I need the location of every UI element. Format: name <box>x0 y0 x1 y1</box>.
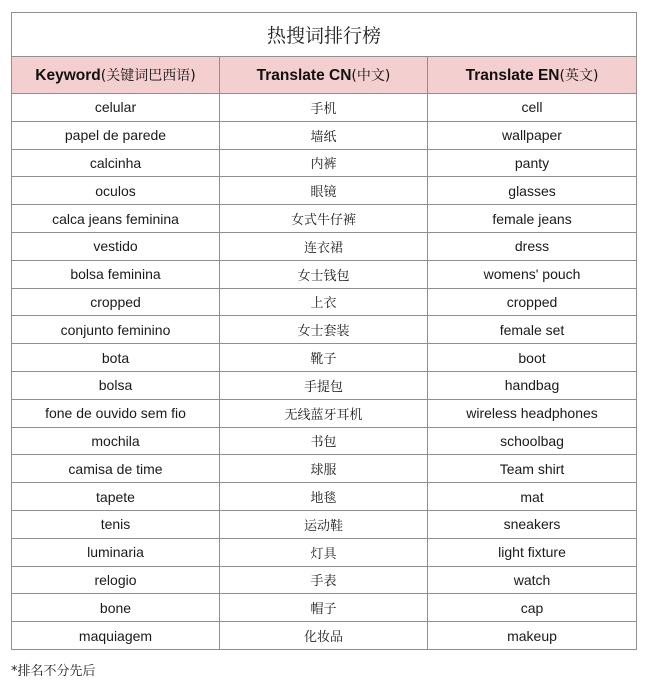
table-title-row <box>12 13 637 57</box>
translate-en-cell: handbag <box>428 371 637 399</box>
translate-cn-cell: 化妆品 <box>220 622 428 650</box>
table-title: 热搜词排行榜 <box>12 13 637 57</box>
column-header-translate-cn-en: Translate CN <box>256 67 352 84</box>
keyword-cell: calca jeans feminina <box>12 205 220 233</box>
translate-en-cell: mat <box>428 483 637 511</box>
table-body <box>12 94 637 650</box>
translate-cn-cell: 女式牛仔裤 <box>220 205 428 233</box>
table-row <box>12 399 637 427</box>
keyword-cell: bolsa feminina <box>12 260 220 288</box>
translate-en-cell: wireless headphones <box>428 399 637 427</box>
translate-en-cell: schoolbag <box>428 427 637 455</box>
table-row <box>12 455 637 483</box>
translate-cn-cell: 女士钱包 <box>220 260 428 288</box>
keyword-cell: celular <box>12 94 220 122</box>
translate-en-cell: cell <box>428 94 637 122</box>
table-row <box>12 344 637 372</box>
translate-cn-cell: 球服 <box>220 455 428 483</box>
table-row <box>12 316 637 344</box>
translate-en-cell: female set <box>428 316 637 344</box>
column-header-translate-cn-zh: (中文) <box>351 68 391 84</box>
table-row <box>12 510 637 538</box>
column-header-translate-cn <box>220 57 428 94</box>
keyword-cell: mochila <box>12 427 220 455</box>
table-row <box>12 288 637 316</box>
table-row <box>12 260 637 288</box>
translate-cn-cell: 内裤 <box>220 149 428 177</box>
translate-en-cell: cap <box>428 594 637 622</box>
translate-en-cell: cropped <box>428 288 637 316</box>
translate-cn-cell: 眼镜 <box>220 177 428 205</box>
translate-cn-cell: 手提包 <box>220 371 428 399</box>
table-row <box>12 177 637 205</box>
translate-en-cell: wallpaper <box>428 121 637 149</box>
translate-cn-cell: 书包 <box>220 427 428 455</box>
keyword-cell: tenis <box>12 510 220 538</box>
keyword-cell: tapete <box>12 483 220 511</box>
keyword-cell: fone de ouvido sem fio <box>12 399 220 427</box>
translate-cn-cell: 灯具 <box>220 538 428 566</box>
translate-en-cell: light fixture <box>428 538 637 566</box>
column-header-translate-en-en: Translate EN <box>465 67 560 84</box>
keyword-cell: bolsa <box>12 371 220 399</box>
table-row <box>12 94 637 122</box>
column-header-translate-en-zh: (英文) <box>559 68 599 84</box>
table-row <box>12 427 637 455</box>
keyword-cell: cropped <box>12 288 220 316</box>
keyword-cell: conjunto feminino <box>12 316 220 344</box>
table-row <box>12 205 637 233</box>
table-row <box>12 232 637 260</box>
translate-cn-cell: 无线蓝牙耳机 <box>220 399 428 427</box>
keyword-cell: oculos <box>12 177 220 205</box>
column-header-keyword-en: Keyword <box>35 67 101 84</box>
keyword-cell: vestido <box>12 232 220 260</box>
table-row <box>12 538 637 566</box>
translate-en-cell: Team shirt <box>428 455 637 483</box>
table-row <box>12 622 637 650</box>
keyword-cell: relogio <box>12 566 220 594</box>
keyword-cell: bone <box>12 594 220 622</box>
column-header-keyword-zh: (关键词巴西语) <box>100 68 196 84</box>
hot-search-table <box>11 12 637 650</box>
keyword-cell: luminaria <box>12 538 220 566</box>
translate-en-cell: panty <box>428 149 637 177</box>
table-row <box>12 371 637 399</box>
translate-en-cell: watch <box>428 566 637 594</box>
column-header-row <box>12 57 637 94</box>
translate-cn-cell: 地毯 <box>220 483 428 511</box>
column-header-keyword <box>12 57 220 94</box>
table-row <box>12 594 637 622</box>
keyword-cell: papel de parede <box>12 121 220 149</box>
translate-cn-cell: 墙纸 <box>220 121 428 149</box>
translate-en-cell: dress <box>428 232 637 260</box>
translate-cn-cell: 帽子 <box>220 594 428 622</box>
translate-cn-cell: 连衣裙 <box>220 232 428 260</box>
translate-cn-cell: 运动鞋 <box>220 510 428 538</box>
keyword-cell: bota <box>12 344 220 372</box>
translate-cn-cell: 手机 <box>220 94 428 122</box>
translate-en-cell: glasses <box>428 177 637 205</box>
footnote: *排名不分先后 <box>11 664 96 679</box>
table-row <box>12 121 637 149</box>
translate-cn-cell: 手表 <box>220 566 428 594</box>
translate-cn-cell: 靴子 <box>220 344 428 372</box>
hot-search-table-container <box>11 12 636 650</box>
keyword-cell: calcinha <box>12 149 220 177</box>
keyword-cell: camisa de time <box>12 455 220 483</box>
table-row <box>12 483 637 511</box>
translate-cn-cell: 上衣 <box>220 288 428 316</box>
translate-cn-cell: 女士套装 <box>220 316 428 344</box>
translate-en-cell: sneakers <box>428 510 637 538</box>
keyword-cell: maquiagem <box>12 622 220 650</box>
table-row <box>12 149 637 177</box>
column-header-translate-en <box>428 57 637 94</box>
translate-en-cell: womens' pouch <box>428 260 637 288</box>
translate-en-cell: boot <box>428 344 637 372</box>
translate-en-cell: female jeans <box>428 205 637 233</box>
translate-en-cell: makeup <box>428 622 637 650</box>
table-row <box>12 566 637 594</box>
